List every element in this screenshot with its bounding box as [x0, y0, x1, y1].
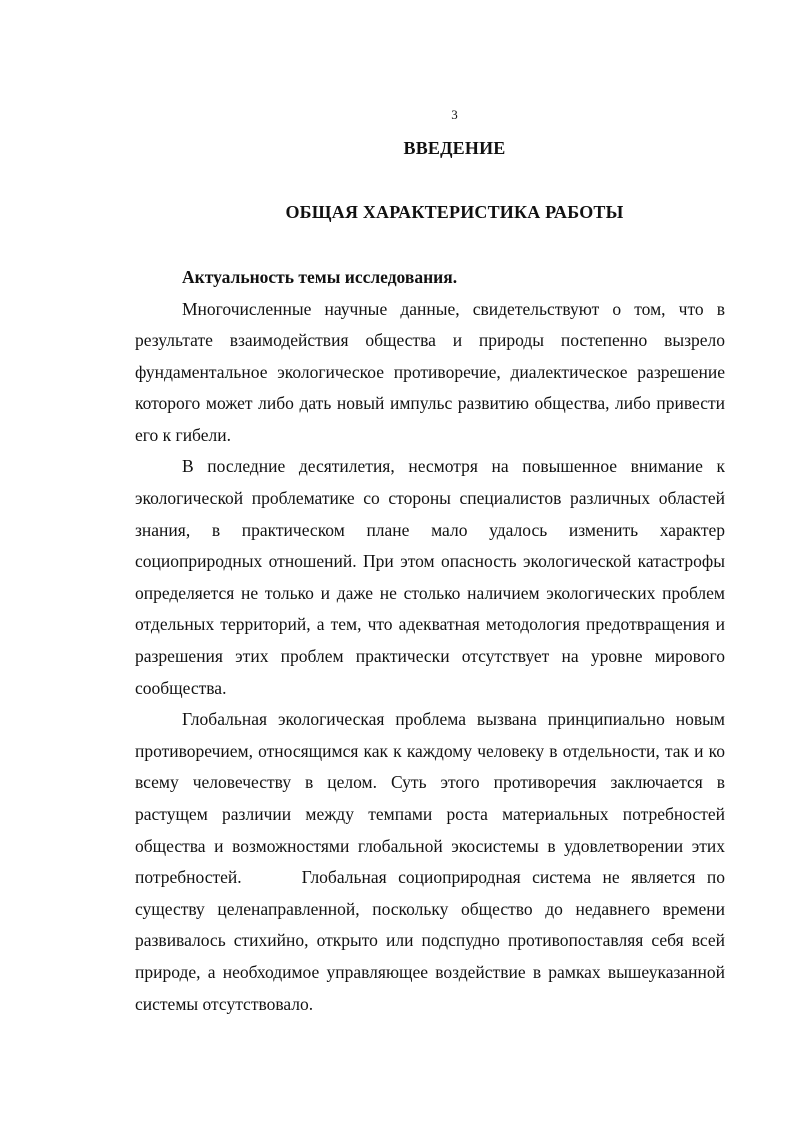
- paragraph-3-text: Глобальная экологическая проблема вызвана принципиально новым противоречием, относящимся как к каждому человеку в отдельности, так и ко всему человечеству в целом. Суть этого противоречия заключается в растущем различии между темпами роста материальных потребностей общества и возможностями глобальной экосистемы в удовлетворении этих потребностей.: [135, 709, 725, 888]
- introduction-heading: ВВЕДЕНИЕ: [403, 138, 506, 158]
- paragraph-3: [135, 704, 725, 1020]
- paragraph-1: Многочисленные научные данные, свидетельствуют о том, что в результате взаимодействия общества и природы постепенно вызрело фундаментальное экологическое противоречие, диалектическое разрешение которого может либо дать новый импульс развитию общества, либо привести его к гибели.: [135, 298, 725, 445]
- paragraph-2: В последние десятилетия, несмотря на повышенное внимание к экологической проблематике со стороны специалистов различных областей знания, в практическом плане мало удалось изменить характер социоприродных отношений. При этом опасность экологической катастрофы определяется не только и даже не столько наличием экологических проблем отдельных территорий, а тем, что адекватная методология предотвращения и разрешения этих проблем практически отсутствует на уровне мирового сообщества.: [135, 456, 725, 698]
- relevance-subheading: Актуальность темы исследования.: [182, 267, 458, 287]
- main-text: [135, 262, 725, 1020]
- paragraph-3-continuation: Глобальная социоприродная система не является по существу целенаправленной, поскольку общество до недавнего времени развивалось стихийно, открыто или подспудно противопоставляя себя всей природе, а необходимое управляющее воздействие в рамках вышеуказанной системы отсутствовало.: [135, 867, 725, 1014]
- page-number: 3: [451, 107, 458, 122]
- general-characteristics-heading: ОБЩАЯ ХАРАКТЕРИСТИКА РАБОТЫ: [285, 202, 624, 222]
